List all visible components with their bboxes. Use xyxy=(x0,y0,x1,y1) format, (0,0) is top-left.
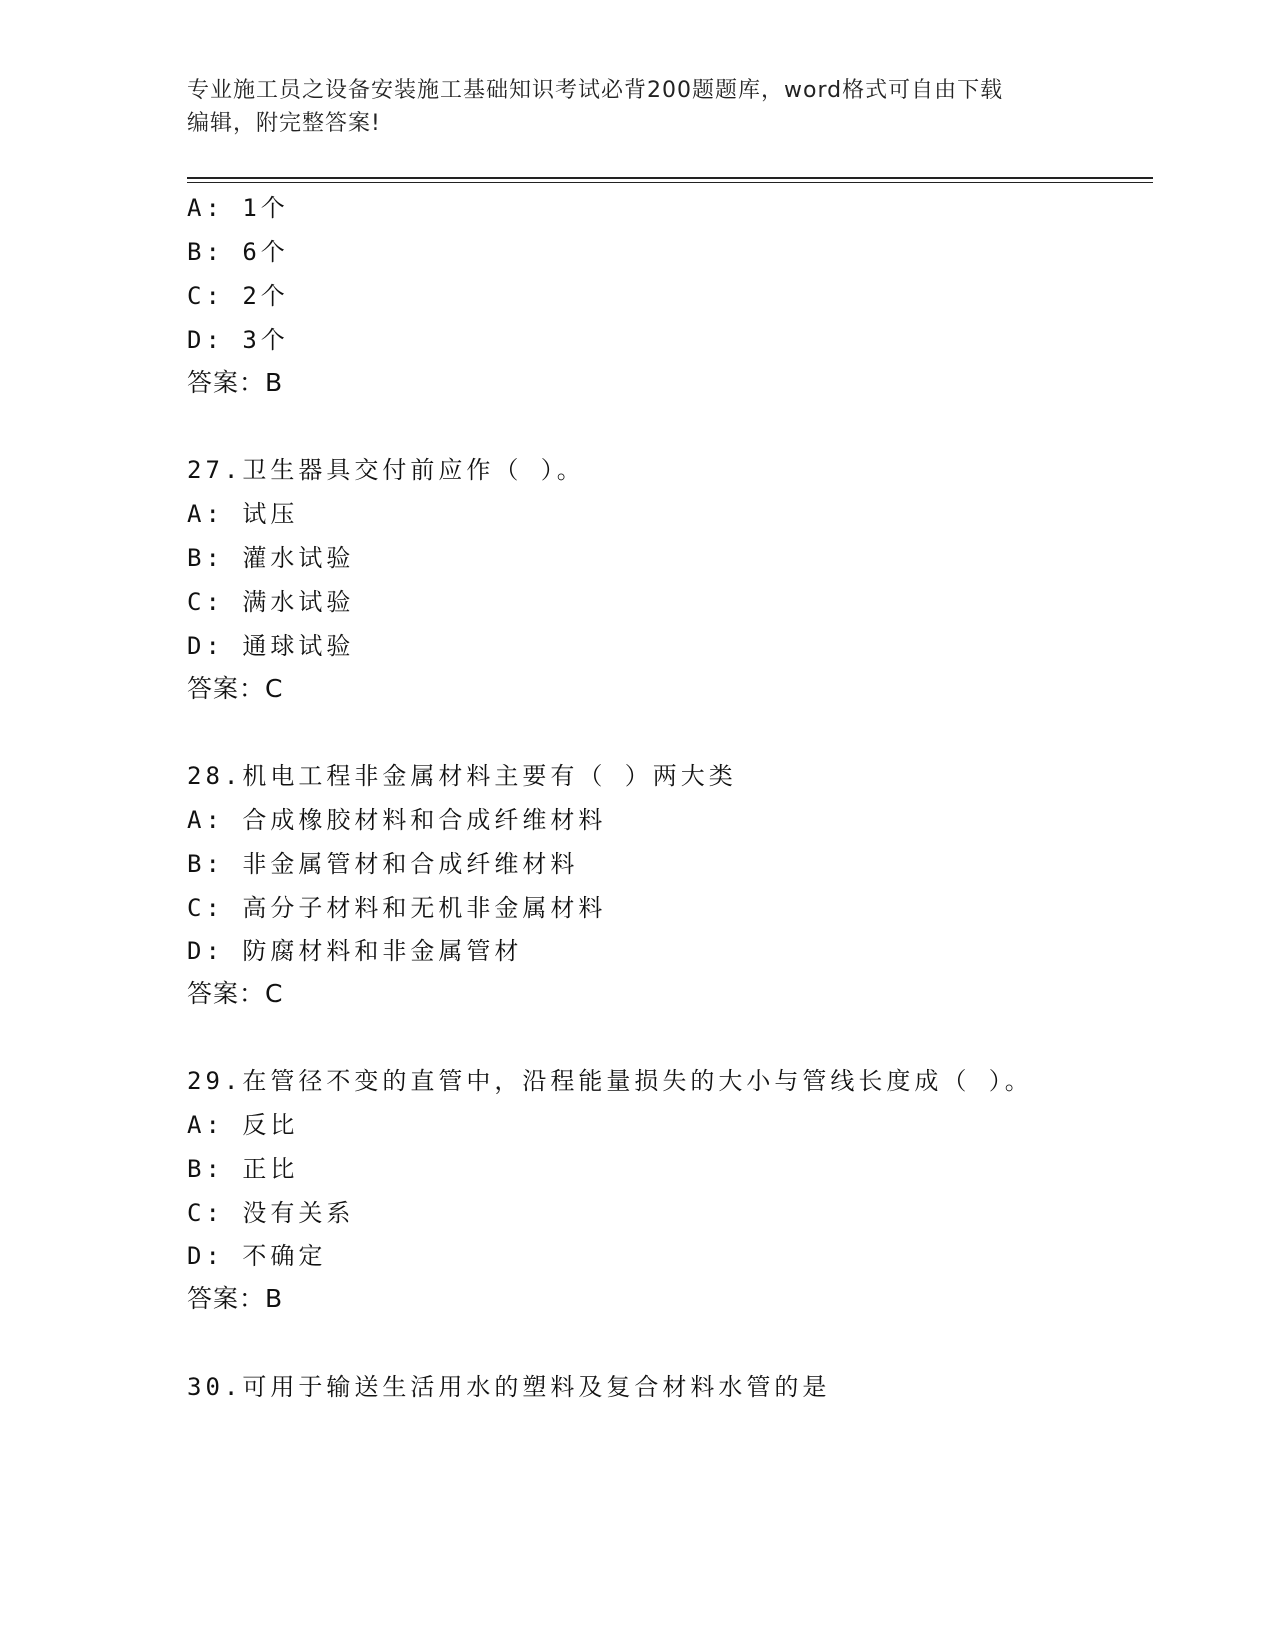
q28-option-d: D: 防腐材料和非金属管材 xyxy=(187,937,523,965)
q26-option-c: C: 2个 xyxy=(187,282,289,310)
q30-question: 30.可用于输送生活用水的塑料及复合材料水管的是 xyxy=(187,1373,831,1401)
q29-option-d: D: 不确定 xyxy=(187,1242,327,1270)
header-divider-thick xyxy=(187,177,1153,179)
q29-option-a: A: 反比 xyxy=(187,1111,299,1139)
q27-answer: 答案：C xyxy=(187,674,284,703)
q29-answer: 答案：B xyxy=(187,1284,284,1313)
header-divider-thin xyxy=(187,182,1153,183)
q28-answer: 答案：C xyxy=(187,979,284,1008)
q29-option-c: C: 没有关系 xyxy=(187,1199,355,1227)
header-line-2: 编辑，附完整答案! xyxy=(187,111,381,136)
q28-option-b: B: 非金属管材和合成纤维材料 xyxy=(187,850,579,878)
q26-option-b: B: 6个 xyxy=(187,238,289,266)
q26-option-a: A: 1个 xyxy=(187,194,289,222)
q28-question: 28.机电工程非金属材料主要有（ ）两大类 xyxy=(187,762,737,790)
q29-question: 29.在管径不变的直管中，沿程能量损失的大小与管线长度成（ ）。 xyxy=(187,1067,1033,1095)
document-header xyxy=(187,74,1067,140)
q26-option-d: D: 3个 xyxy=(187,326,289,354)
q29-option-b: B: 正比 xyxy=(187,1155,299,1183)
q27-option-b: B: 灌水试验 xyxy=(187,544,355,572)
q27-option-c: C: 满水试验 xyxy=(187,588,355,616)
q27-option-d: D: 通球试验 xyxy=(187,632,355,660)
q27-question: 27.卫生器具交付前应作（ ）。 xyxy=(187,456,585,484)
header-line-1: 专业施工员之设备安装施工基础知识考试必背200题题库，word格式可自由下载 xyxy=(187,78,1004,103)
q28-option-a: A: 合成橡胶材料和合成纤维材料 xyxy=(187,806,607,834)
q28-option-c: C: 高分子材料和无机非金属材料 xyxy=(187,894,607,922)
q26-answer: 答案：B xyxy=(187,368,284,397)
q27-option-a: A: 试压 xyxy=(187,500,299,528)
